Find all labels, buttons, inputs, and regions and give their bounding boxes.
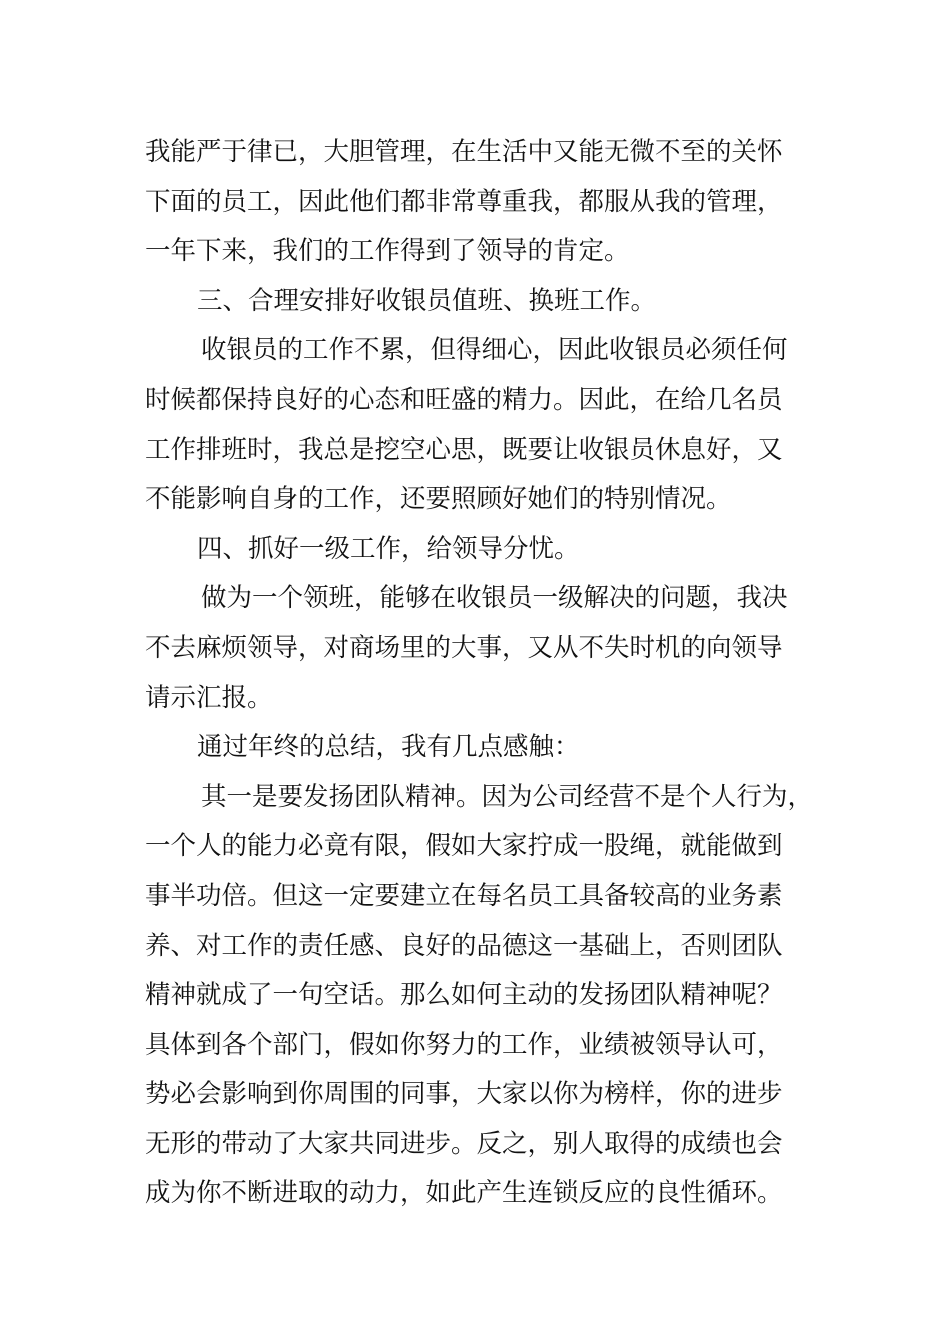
text-line: 养、对工作的责任感、良好的品德这一基础上，否则团队 — [145, 930, 783, 961]
text-line: 做为一个领班，能够在收银员一级解决的问题，我决 — [201, 583, 788, 614]
text-line: 下面的员工，因此他们都非常尊重我，都服从我的管理， — [145, 186, 783, 217]
text-line: 具体到各个部门，假如你努力的工作，业绩被领导认可， — [145, 1029, 783, 1060]
text-line: 我能严于律已，大胆管理，在生活中又能无微不至的关怀 — [145, 137, 783, 167]
text-line: 不能影响自身的工作，还要照顾好她们的特别情况。 — [145, 484, 732, 515]
text-line: 成为你不断进取的动力，如此产生连锁反应的良性循环。 — [145, 1178, 783, 1209]
text-line: 一年下来，我们的工作得到了领导的肯定。 — [145, 236, 630, 267]
text-line: 通过年终的总结，我有几点感触： — [197, 732, 580, 763]
document-body — [145, 128, 825, 1219]
text-line: 时候都保持良好的心态和旺盛的精力。因此，在给几名员 — [145, 384, 783, 415]
text-line: 无形的带动了大家共同进步。反之，别人取得的成绩也会 — [145, 1128, 783, 1159]
text-line: 势必会影响到你周围的同事，大家以你为榜样，你的进步 — [145, 1079, 783, 1110]
text-line: 其一是要发扬团队精神。因为公司经营不是个人行为， — [201, 781, 814, 812]
text-line: 不去麻烦领导，对商场里的大事，又从不失时机的向领导 — [145, 632, 783, 663]
text-line: 工作排班时，我总是挖空心思，既要让收银员休息好，又 — [145, 434, 783, 465]
text-line: 一个人的能力必竟有限，假如大家拧成一股绳，就能做到 — [145, 831, 783, 862]
text-line: 事半功倍。但这一定要建立在每名员工具备较高的业务素 — [145, 880, 783, 911]
section-heading: 三、合理安排好收银员值班、换班工作。 — [197, 285, 657, 316]
text-line: 请示汇报。 — [145, 682, 273, 713]
section-heading: 四、抓好一级工作，给领导分忧。 — [197, 533, 580, 564]
text-line: 精神就成了一句空话。那么如何主动的发扬团队精神呢？ — [145, 980, 783, 1011]
text-line: 收银员的工作不累，但得细心，因此收银员必须任何 — [201, 335, 788, 366]
